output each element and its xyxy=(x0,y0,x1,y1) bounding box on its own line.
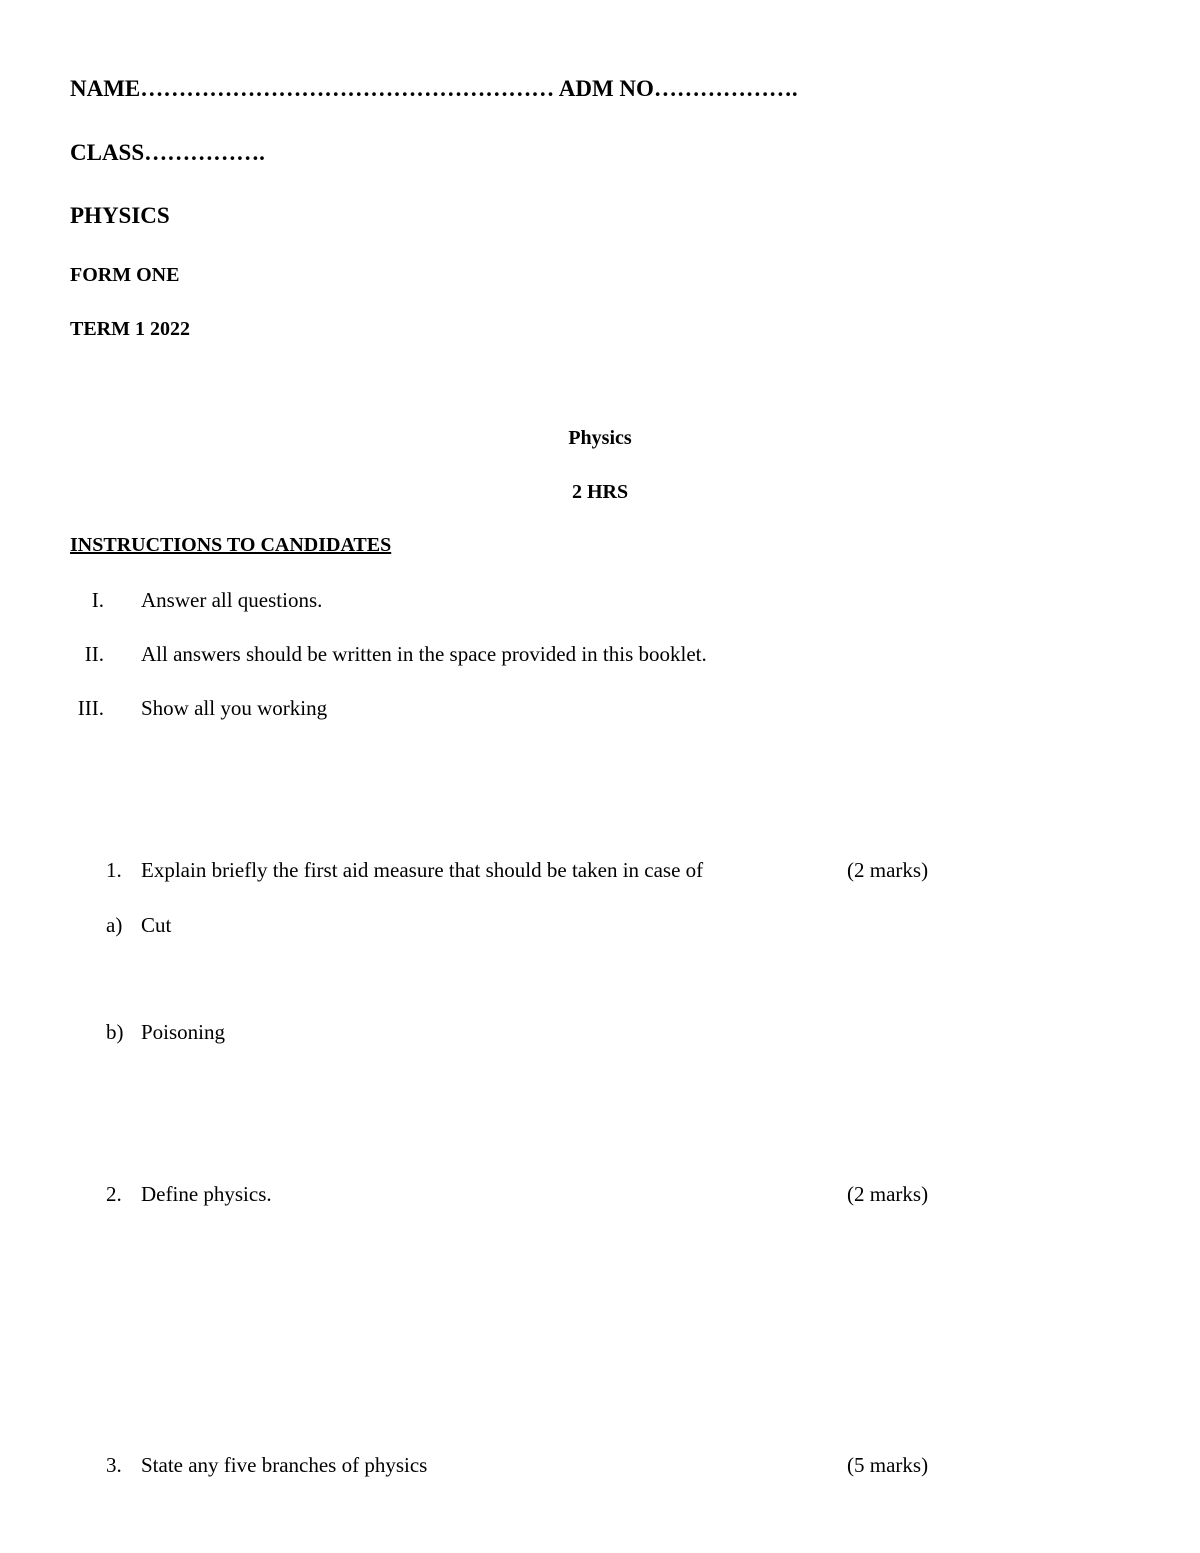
subpart-label: b) xyxy=(106,1020,124,1044)
subpart-text: Cut xyxy=(141,913,172,937)
question-text: State any five branches of physics xyxy=(141,1453,428,1477)
form-label: FORM ONE xyxy=(70,264,180,286)
subpart-text: Poisoning xyxy=(141,1020,226,1044)
paper-title: Physics xyxy=(568,427,632,449)
question-marks: (2 marks) xyxy=(847,858,929,882)
term-label: TERM 1 2022 xyxy=(70,318,190,340)
question-number: 1. xyxy=(106,858,122,882)
instruction-number: II. xyxy=(84,642,104,666)
question-marks: (5 marks) xyxy=(847,1453,929,1477)
instruction-text: Answer all questions. xyxy=(141,588,323,612)
question-text: Define physics. xyxy=(141,1182,272,1206)
instruction-text: All answers should be written in the space provided in this booklet. xyxy=(141,642,707,666)
question-number: 3. xyxy=(106,1453,122,1477)
question-number: 2. xyxy=(106,1182,122,1206)
instruction-number: I. xyxy=(91,588,104,612)
question-marks: (2 marks) xyxy=(847,1182,929,1206)
class-line: CLASS……………. xyxy=(70,140,265,165)
question-text: Explain briefly the first aid measure that should be taken in case of xyxy=(141,858,704,882)
instructions-heading: INSTRUCTIONS TO CANDIDATES xyxy=(70,534,392,556)
name-adm-line: NAME……………………………………………… ADM NO………………. xyxy=(70,76,798,101)
instruction-number: III. xyxy=(77,696,104,720)
subject-heading: PHYSICS xyxy=(70,203,170,228)
subpart-label: a) xyxy=(106,913,123,937)
paper-duration: 2 HRS xyxy=(571,481,629,503)
instruction-text: Show all you working xyxy=(141,696,328,720)
